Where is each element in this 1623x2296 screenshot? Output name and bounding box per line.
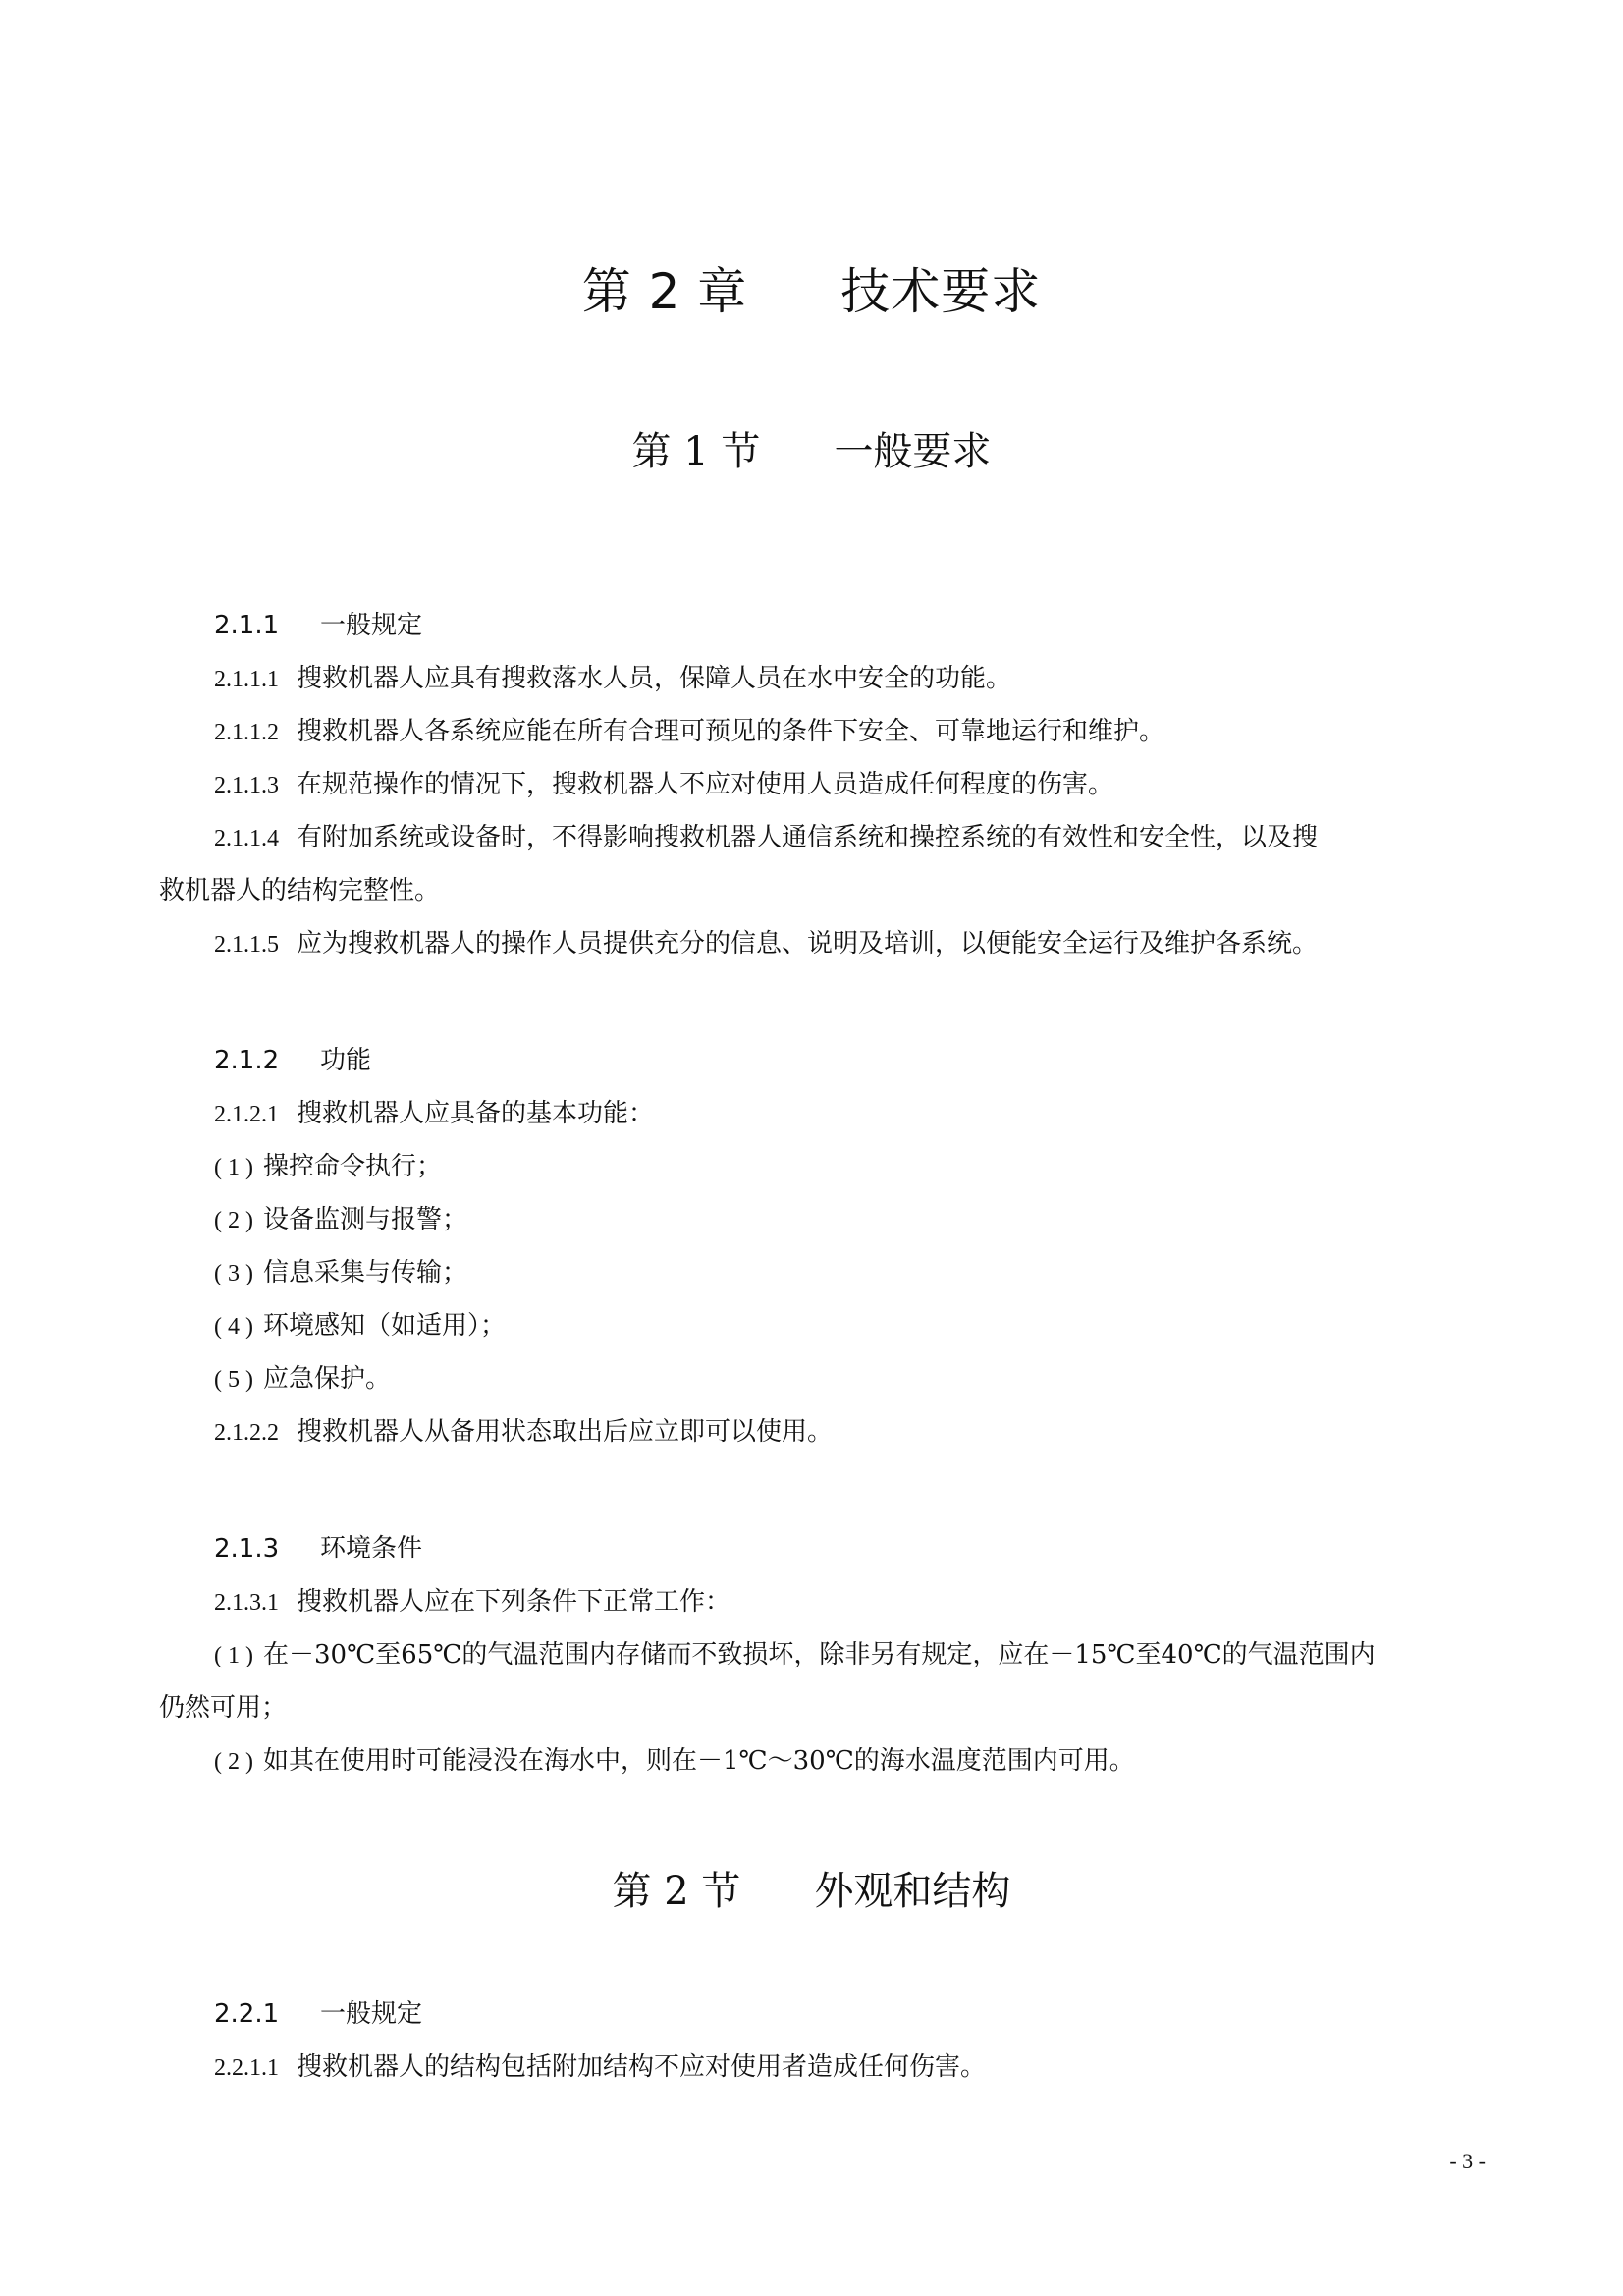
list-text: 设备监测与报警； [262, 1205, 467, 1234]
clause-text: 搜救机器人应在下列条件下正常工作： [297, 1587, 731, 1616]
subsection-number: 2.1.3 [214, 1534, 280, 1563]
list-item [214, 1306, 506, 1346]
clause-text: 搜救机器人应具有搜救落水人员，保障人员在水中安全的功能。 [297, 664, 1012, 693]
list-mark: ( 5 ) [214, 1367, 253, 1393]
subsection-title: 一般规定 [320, 611, 423, 640]
clause-text: 在规范操作的情况下，搜救机器人不应对使用人员造成任何程度的伤害。 [297, 770, 1114, 799]
subsection-2-2-1-heading [214, 1995, 422, 2034]
subsection-number: 2.2.1 [214, 1999, 280, 2029]
clause-text: 搜救机器人应具备的基本功能： [297, 1099, 655, 1128]
subsection-title: 一般规定 [320, 1999, 423, 2029]
subsection-2-1-1-heading [214, 606, 422, 645]
clause-2-1-1-5 [214, 924, 1318, 964]
clause-number: 2.1.1.4 [214, 826, 279, 851]
clause-text: 搜救机器人的结构包括附加结构不应对使用者造成任何伤害。 [297, 2052, 987, 2082]
subsection-number: 2.1.2 [214, 1046, 280, 1075]
clause-number: 2.1.2.2 [214, 1420, 279, 1446]
clause-text: 搜救机器人各系统应能在所有合理可预见的条件下安全、可靠地运行和维护。 [297, 717, 1165, 746]
section-2-number: 第 2 节 [612, 1869, 741, 1914]
list-item [214, 1635, 1376, 1675]
clause-2-1-1-1 [214, 659, 1011, 699]
subsection-2-1-2-heading [214, 1041, 371, 1080]
list-text: 信息采集与传输； [262, 1258, 467, 1287]
clause-text: 应为搜救机器人的操作人员提供充分的信息、说明及培训，以便能安全运行及维护各系统。 [297, 929, 1319, 958]
clause-number: 2.1.1.3 [214, 773, 279, 798]
chapter-number: 第 2 章 [581, 263, 748, 320]
clause-number: 2.1.2.1 [214, 1102, 279, 1127]
clause-number: 2.1.1.2 [214, 720, 279, 745]
clause-2-1-2-1 [214, 1094, 654, 1134]
clause-2-1-1-4-continuation: 救机器人的结构完整性。 [159, 876, 441, 905]
list-mark: ( 1 ) [214, 1643, 253, 1668]
list-item-continuation: 仍然可用； [159, 1693, 288, 1722]
list-item [214, 1741, 1135, 1781]
section-2-title [0, 1864, 1623, 1919]
clause-2-1-2-2 [214, 1412, 833, 1452]
section-1-number: 第 1 节 [631, 429, 761, 474]
clause-2-1-3-1 [214, 1582, 730, 1622]
list-item [214, 1253, 467, 1293]
clause-text: 搜救机器人从备用状态取出后应立即可以使用。 [297, 1417, 834, 1447]
list-text: 环境感知（如适用）； [262, 1311, 506, 1340]
subsection-title: 功能 [320, 1046, 372, 1075]
list-mark: ( 2 ) [214, 1208, 253, 1233]
clause-2-1-1-3 [214, 765, 1113, 805]
list-text: 操控命令执行； [262, 1152, 442, 1181]
clause-text: 有附加系统或设备时，不得影响搜救机器人通信系统和操控系统的有效性和安全性，以及搜 [297, 823, 1319, 852]
page-number: - 3 - [1449, 2149, 1486, 2173]
clause-number: 2.2.1.1 [214, 2055, 279, 2081]
clause-number: 2.1.3.1 [214, 1590, 279, 1615]
clause-2-1-1-2 [214, 712, 1164, 752]
subsection-number: 2.1.1 [214, 611, 280, 640]
clause-number: 2.1.1.1 [214, 667, 279, 692]
chapter-name: 技术要求 [840, 263, 1042, 320]
clause-2-2-1-1 [214, 2048, 986, 2088]
chapter-title [0, 257, 1623, 326]
list-text: 如其在使用时可能浸没在海水中，则在－1℃～30℃的海水温度范围内可用。 [262, 1746, 1135, 1776]
section-1-name: 一般要求 [834, 429, 992, 474]
list-item [214, 1200, 467, 1240]
clause-2-1-1-4 [214, 818, 1318, 858]
clause-number: 2.1.1.5 [214, 932, 279, 957]
list-mark: ( 4 ) [214, 1314, 253, 1339]
list-mark: ( 3 ) [214, 1261, 253, 1286]
list-item [214, 1359, 391, 1399]
section-2-name: 外观和结构 [814, 1869, 1011, 1914]
list-text: 应急保护。 [262, 1364, 391, 1394]
list-mark: ( 1 ) [214, 1155, 253, 1180]
list-mark: ( 2 ) [214, 1749, 253, 1775]
subsection-title: 环境条件 [320, 1534, 423, 1563]
list-item [214, 1147, 442, 1187]
subsection-2-1-3-heading [214, 1529, 422, 1568]
list-text: 在－30℃至65℃的气温范围内存储而不致损坏，除非另有规定，应在－15℃至40℃的气温范围内 [262, 1640, 1376, 1669]
section-1-title [0, 424, 1623, 479]
